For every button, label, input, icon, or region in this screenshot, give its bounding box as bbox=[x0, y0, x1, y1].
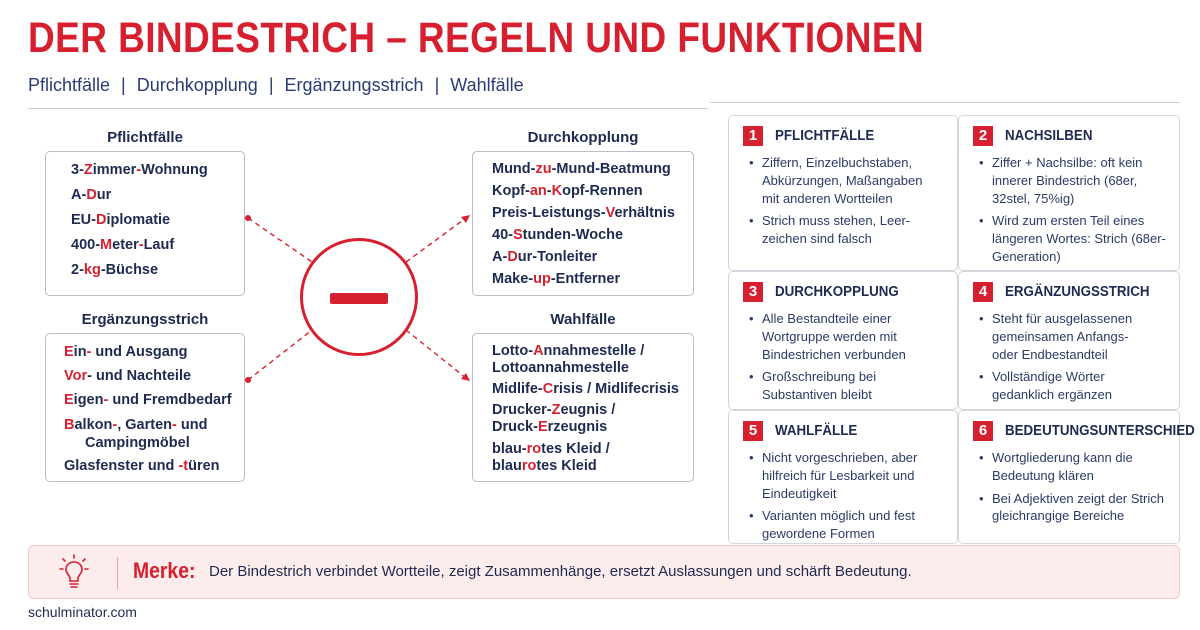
example-item: Balkon-, Garten- und bbox=[64, 417, 208, 433]
example-item: Make-up-Entferner bbox=[492, 271, 621, 287]
card-title: WAHLFÄLLE bbox=[775, 423, 858, 439]
card-bullet: • Wortgliederung kann die Bedeutung klären bbox=[979, 449, 1152, 485]
subtitle-item-wahlfaelle: Wahlfälle bbox=[450, 75, 524, 95]
card-bullet: • Ziffern, Einzelbuchstaben, Abkürzungen, Maßangaben mit anderen Wortteilen bbox=[749, 154, 942, 207]
card-bullet: • Nicht vorgeschrieben, aber hilfreich für Lesbarkeit und Eindeutigkeit bbox=[749, 449, 942, 502]
card-number: 5 bbox=[743, 421, 763, 441]
card-bullets bbox=[979, 449, 1167, 530]
subtitle-item-pflichtfaelle: Pflichtfälle bbox=[28, 75, 111, 95]
hyphen-dash bbox=[330, 293, 388, 304]
example-item: Lottoannahmestelle bbox=[492, 360, 629, 376]
example-item: 2-kg-Büchse bbox=[71, 262, 159, 278]
card-bullet: • Großschreibung bei Substantiven bleibt bbox=[749, 368, 912, 404]
examples-box-ergaenzungsstrich bbox=[45, 333, 245, 482]
example-item: Midlife-Crisis / Midlifecrisis bbox=[492, 381, 679, 397]
group-title-pflichtfaelle: Pflichtfälle bbox=[107, 129, 183, 146]
examples-box-pflichtfaelle bbox=[45, 151, 245, 296]
lightbulb-icon bbox=[59, 554, 89, 592]
group-title-durchkopplung: Durchkopplung bbox=[527, 129, 639, 146]
rule-card-3 bbox=[728, 271, 958, 410]
rule-card-5 bbox=[728, 410, 958, 544]
examples-box-durchkopplung bbox=[472, 151, 694, 296]
example-item: Ein- und Ausgang bbox=[64, 344, 188, 360]
subtitle-item-durchkopplung: Durchkopplung bbox=[136, 75, 258, 95]
card-bullets bbox=[749, 154, 942, 253]
card-number: 3 bbox=[743, 282, 763, 302]
rule-card-2 bbox=[958, 115, 1180, 271]
subtitle-separator: | bbox=[268, 75, 274, 95]
card-bullet: • Bei Adjektiven zeigt der Strich gleichrangige Bereiche bbox=[979, 490, 1167, 526]
card-number: 4 bbox=[973, 282, 993, 302]
merke-text: Der Bindestrich verbindet Wortteile, zeigt Zusammenhänge, ersetzt Auslassungen und schärft Bedeutung. bbox=[209, 563, 912, 580]
example-item: Campingmöbel bbox=[85, 435, 190, 451]
rule-card-6 bbox=[958, 410, 1195, 544]
example-item: Glasfenster und -türen bbox=[64, 458, 220, 474]
merke-banner bbox=[28, 545, 1180, 599]
card-title: DURCHKOPPLUNG bbox=[775, 284, 899, 300]
card-bullet: • Steht für ausgelassenen gemeinsamen Anfangs- oder Endbestandteil bbox=[979, 310, 1157, 363]
example-item: Drucker-Zeugnis / bbox=[492, 402, 616, 418]
card-number: 1 bbox=[743, 126, 763, 146]
subtitle-item-ergaenzungsstrich: Ergänzungsstrich bbox=[284, 75, 424, 95]
card-bullet: • Wird zum ersten Teil eines längeren Wortes: Strich (68er-Generation) bbox=[979, 212, 1172, 265]
card-title: BEDEUTUNGSUNTERSCHIED bbox=[1005, 423, 1195, 439]
example-item: Kopf-an-Kopf-Rennen bbox=[492, 183, 643, 199]
example-item: Druck-Erzeugnis bbox=[492, 419, 608, 435]
card-bullet: • Strich muss stehen, Leer-zeichen sind falsch bbox=[749, 212, 937, 248]
example-item: Eigen- und Fremdbedarf bbox=[64, 392, 232, 408]
rule-card-4 bbox=[958, 271, 1180, 410]
example-item: A-Dur-Tonleiter bbox=[492, 249, 598, 265]
card-bullets bbox=[749, 449, 942, 548]
example-item: Lotto-Annahmestelle / bbox=[492, 343, 645, 359]
rule-card-1 bbox=[728, 115, 958, 271]
card-title: ERGÄNZUNGSSTRICH bbox=[1005, 284, 1150, 300]
example-item: 40-Stunden-Woche bbox=[492, 227, 624, 243]
banner-divider bbox=[117, 557, 118, 589]
example-item: blaurotes Kleid bbox=[492, 458, 597, 474]
card-bullets bbox=[749, 310, 932, 409]
example-item: blau-rotes Kleid / bbox=[492, 441, 610, 457]
hyphen-symbol bbox=[300, 238, 418, 356]
card-bullet: • Varianten möglich und fest gewordene Formen bbox=[749, 507, 927, 543]
example-item: EU-Diplomatie bbox=[71, 212, 171, 228]
group-title-ergaenzungsstrich: Ergänzungsstrich bbox=[81, 311, 209, 328]
card-title: NACHSILBEN bbox=[1005, 128, 1093, 144]
example-item: Vor- und Nachteile bbox=[64, 368, 192, 384]
card-bullet: • Alle Bestandteile einer Wortgruppe werden mit Bindestrichen verbunden bbox=[749, 310, 932, 363]
group-title-wahlfaelle: Wahlfälle bbox=[550, 311, 616, 328]
card-bullets bbox=[979, 154, 1172, 271]
page-title: DER BINDESTRICH – REGELN UND FUNKTIONEN bbox=[28, 14, 925, 62]
card-title: PFLICHTFÄLLE bbox=[775, 128, 875, 144]
card-number: 6 bbox=[973, 421, 993, 441]
merke-label: Merke: bbox=[133, 558, 196, 583]
example-item: Mund-zu-Mund-Beatmung bbox=[492, 161, 671, 177]
card-bullet: • Ziffer + Nachsilbe: oft kein innerer Bindestrich (68er, 32stel, 75%ig) bbox=[979, 154, 1162, 207]
example-item: 3-Zimmer-Wohnung bbox=[71, 162, 208, 178]
footer-site: schulminator.com bbox=[28, 604, 137, 620]
examples-box-wahlfaelle bbox=[472, 333, 694, 482]
subtitle-separator: | bbox=[434, 75, 440, 95]
card-number: 2 bbox=[973, 126, 993, 146]
example-item: Preis-Leistungs-Verhältnis bbox=[492, 205, 675, 221]
card-bullet: • Vollständige Wörter gedanklich ergänzen bbox=[979, 368, 1142, 404]
example-item: 400-Meter-Lauf bbox=[71, 237, 175, 253]
card-bullets bbox=[979, 310, 1157, 409]
subtitle-separator: | bbox=[121, 75, 126, 95]
example-item: A-Dur bbox=[71, 187, 112, 203]
